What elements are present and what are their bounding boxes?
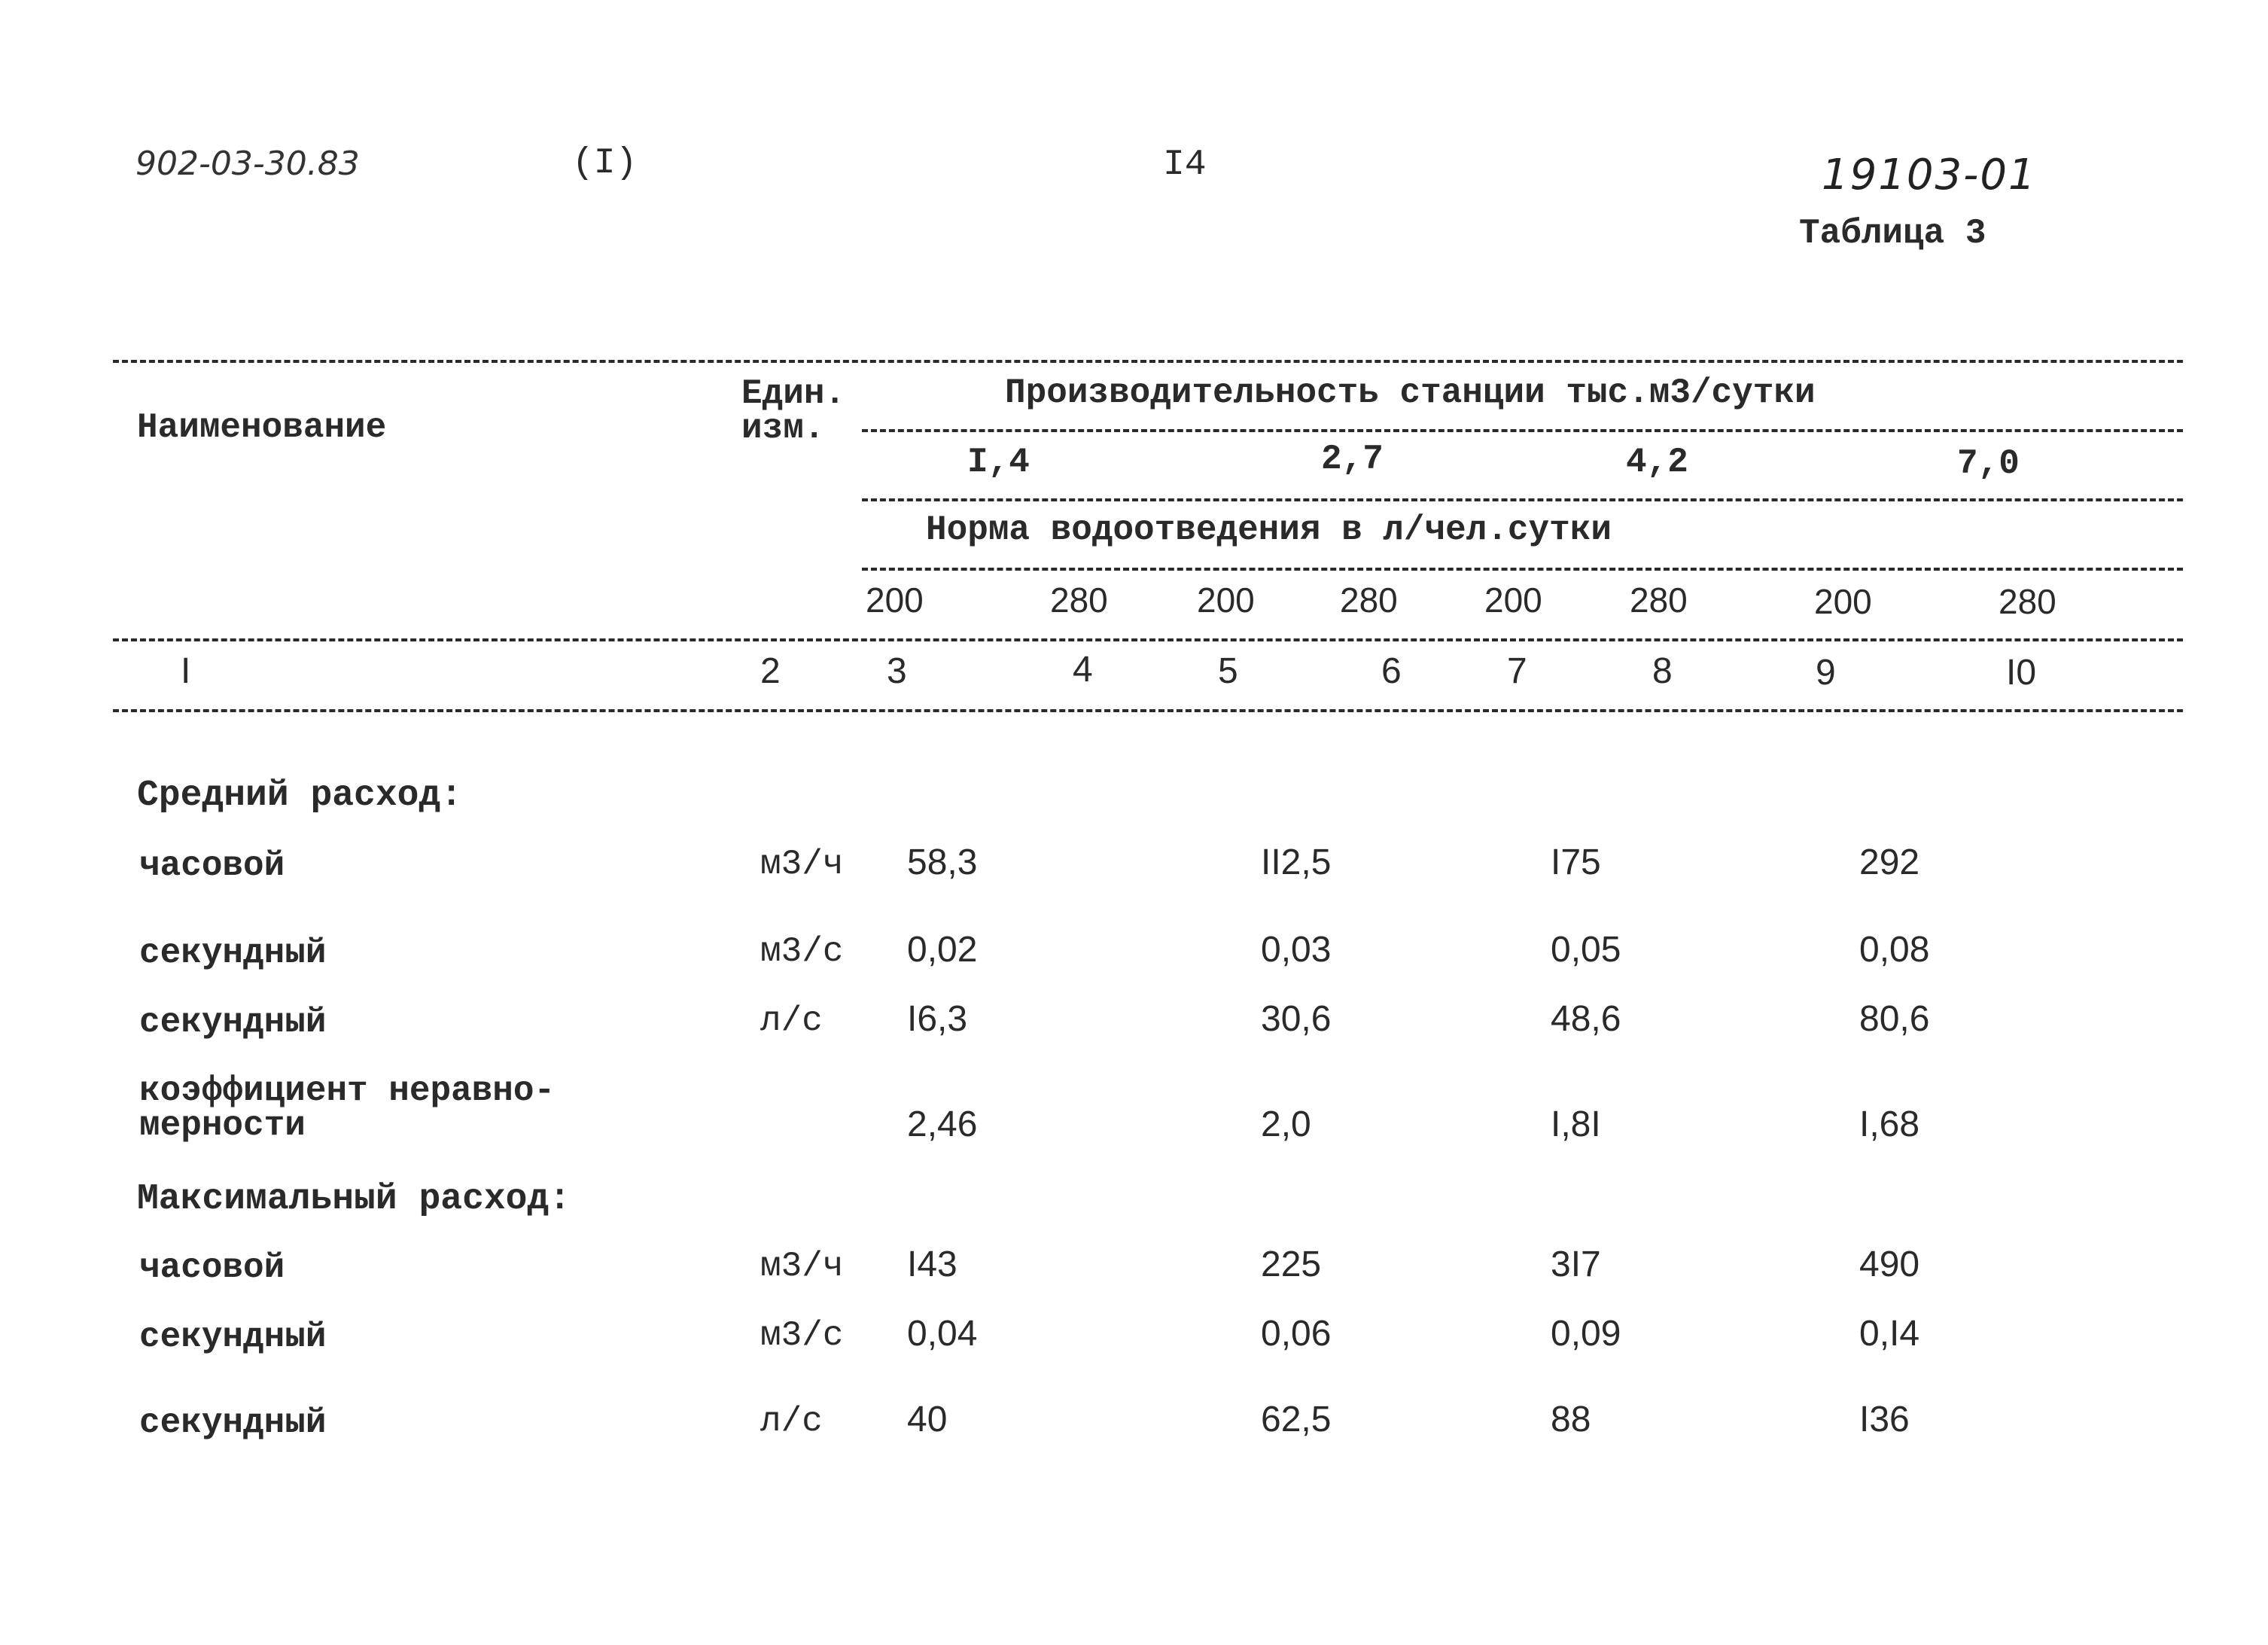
row-unit: л/с — [760, 1402, 823, 1441]
row-unit: м3/с — [760, 1316, 844, 1355]
value-cell: 2,0 — [1261, 1104, 1311, 1144]
value-cell: 0,09 — [1551, 1314, 1621, 1354]
value-cell: II2,5 — [1261, 842, 1332, 882]
value-cell: 0,02 — [907, 930, 978, 970]
column-name-header: Наименование — [137, 408, 387, 447]
rule-header-bottom — [113, 638, 2183, 641]
value-cell: I43 — [907, 1244, 957, 1284]
value-cell: I6,3 — [907, 999, 968, 1039]
norm-value: 280 — [1630, 580, 1688, 620]
rule-capacity — [862, 429, 2183, 432]
column-number: 9 — [1816, 653, 1836, 693]
norm-header: Норма водоотведения в л/чел.сутки — [926, 510, 1612, 550]
capacity-value: I,4 — [967, 443, 1030, 482]
column-unit-header — [741, 374, 846, 448]
value-cell: 0,I4 — [1859, 1314, 1920, 1354]
value-cell: 62,5 — [1261, 1400, 1332, 1439]
value-cell: 3I7 — [1551, 1244, 1601, 1284]
document-code: 902-03-30.83 — [135, 145, 360, 183]
row-label: секундный — [139, 1403, 327, 1442]
column-number: I — [181, 651, 191, 691]
row-label: часовой — [139, 1248, 285, 1287]
column-unit-header-text: Един. изм. — [741, 374, 846, 448]
value-cell: 40 — [907, 1400, 948, 1439]
column-number: 7 — [1507, 651, 1527, 691]
row-label: секундный — [139, 1318, 327, 1357]
value-cell: 225 — [1261, 1244, 1322, 1284]
row-label-line: мерности — [139, 1106, 306, 1145]
value-cell: 58,3 — [907, 842, 978, 882]
column-number: 3 — [887, 651, 907, 691]
column-number: 6 — [1381, 651, 1402, 691]
norm-value: 200 — [1197, 580, 1255, 620]
column-number: 5 — [1218, 651, 1238, 691]
value-cell: 490 — [1859, 1244, 1920, 1284]
norm-value: 280 — [1050, 580, 1108, 620]
row-unit: л/с — [760, 1001, 823, 1040]
rule-norm — [862, 568, 2183, 571]
norm-value: 280 — [1340, 580, 1398, 620]
value-cell: 0,05 — [1551, 930, 1621, 970]
column-number: 2 — [760, 651, 781, 691]
row-label: секундный — [139, 1003, 327, 1042]
norm-value: 200 — [1484, 580, 1542, 620]
column-number: I0 — [2006, 653, 2037, 693]
value-cell: 292 — [1859, 842, 1920, 882]
capacity-value: 7,0 — [1957, 444, 2020, 483]
column-number: 4 — [1073, 650, 1093, 690]
capacity-header: Производительность станции тыс.м3/сутки — [1005, 373, 1816, 413]
row-unit: м3/ч — [760, 1247, 844, 1286]
handwritten-number: 19103-01 — [1822, 151, 2037, 200]
value-cell: 80,6 — [1859, 999, 1930, 1039]
value-cell: 0,06 — [1261, 1314, 1332, 1354]
value-cell: 0,08 — [1859, 930, 1930, 970]
row-label-line: коэффициент неравно- — [139, 1071, 556, 1110]
value-cell: I75 — [1551, 842, 1601, 882]
row-unit: м3/с — [760, 932, 844, 971]
value-cell: 2,46 — [907, 1104, 978, 1144]
value-cell: 0,03 — [1261, 930, 1332, 970]
capacity-value: 4,2 — [1626, 443, 1688, 482]
section-title-average: Средний расход: — [137, 775, 463, 816]
value-cell: 0,04 — [907, 1314, 978, 1354]
value-cell: 30,6 — [1261, 999, 1332, 1039]
part-number: (I) — [572, 143, 638, 184]
row-unit: м3/ч — [760, 845, 844, 884]
rule-capacity-values — [862, 498, 2183, 501]
value-cell: I,68 — [1859, 1104, 1920, 1144]
value-cell: I36 — [1859, 1400, 1910, 1439]
value-cell: 48,6 — [1551, 999, 1621, 1039]
norm-value: 200 — [1814, 582, 1872, 621]
value-cell: I,8I — [1551, 1104, 1601, 1144]
table-label: Таблица 3 — [1799, 214, 1986, 253]
row-label: часовой — [139, 846, 285, 885]
norm-value: 280 — [1999, 582, 2056, 621]
capacity-value: 2,7 — [1321, 440, 1384, 479]
row-label-multiline — [139, 1071, 556, 1145]
column-number: 8 — [1652, 651, 1673, 691]
rule-top — [113, 360, 2183, 363]
section-title-maximum: Максимальный расход: — [137, 1179, 571, 1220]
norm-value: 200 — [866, 580, 924, 620]
row-label: секундный — [139, 934, 327, 973]
rule-colnums-bottom — [113, 709, 2183, 712]
page-number: I4 — [1163, 145, 1207, 185]
value-cell: 88 — [1551, 1400, 1591, 1439]
